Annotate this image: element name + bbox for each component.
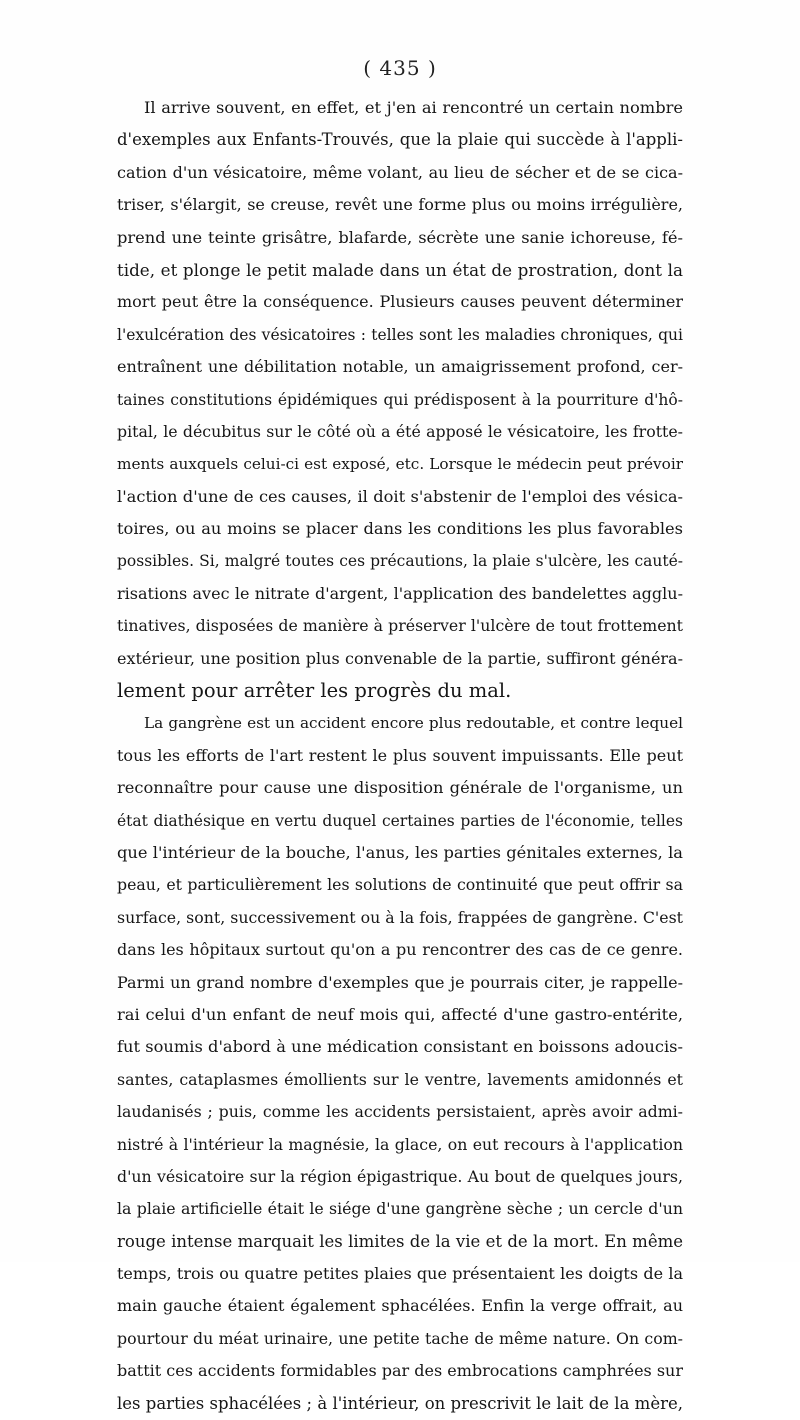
text-line: triser, s'élargit, se creuse, revêt une forme plus ou moins irrégulière, bbox=[117, 195, 683, 215]
text-line: entraînent une débilitation notable, un amaigrissement profond, cer- bbox=[117, 357, 683, 377]
text-line: battit ces accidents formidables par des embrocations camphrées sur bbox=[117, 1361, 683, 1381]
text-line: toires, ou au moins se placer dans les conditions les plus favorables bbox=[117, 519, 683, 539]
text-line: que l'intérieur de la bouche, l'anus, les parties génitales externes, la bbox=[117, 842, 683, 862]
text-line: l'exulcération des vésicatoires : telles sont les maladies chroniques, qui bbox=[117, 325, 683, 344]
text-line: laudanisés ; puis, comme les accidents persistaient, après avoir admi- bbox=[117, 1102, 683, 1122]
text-line: lement pour arrêter les progrès du mal. bbox=[117, 679, 512, 703]
text-line: d'un vésicatoire sur la région épigastrique. Au bout de quelques jours, bbox=[117, 1166, 683, 1186]
text-line: main gauche étaient également sphacélées. Enfin la verge offrait, au bbox=[117, 1296, 683, 1316]
text-line: les parties sphacélées ; à l'intérieur, on prescrivit le lait de la mère, bbox=[117, 1393, 683, 1413]
text-line: tinatives, disposées de manière à préserver l'ulcère de tout frottement bbox=[117, 616, 683, 636]
text-line: La gangrène est un accident encore plus redoutable, et contre lequel bbox=[144, 714, 683, 733]
text-line: prend une teinte grisâtre, blafarde, sécrète une sanie ichoreuse, fé- bbox=[117, 227, 683, 247]
text-line: ments auxquels celui-ci est exposé, etc. Lorsque le médecin peut prévoir bbox=[117, 455, 683, 474]
page-number: ( 435 ) bbox=[363, 56, 437, 80]
text-line: mort peut être la conséquence. Plusieurs causes peuvent déterminer bbox=[117, 292, 683, 312]
text-line: rai celui d'un enfant de neuf mois qui, affecté d'une gastro-entérite, bbox=[117, 1004, 683, 1024]
text-line: l'action d'une de ces causes, il doit s'abstenir de l'emploi des vésica- bbox=[117, 486, 683, 506]
text-line: risations avec le nitrate d'argent, l'application des bandelettes agglu- bbox=[117, 583, 683, 603]
text-line: pital, le décubitus sur le côté où a été apposé le vésicatoire, les frotte- bbox=[117, 421, 683, 441]
text-line: possibles. Si, malgré toutes ces précautions, la plaie s'ulcère, les cauté- bbox=[117, 552, 683, 571]
text-line: taines constitutions épidémiques qui prédisposent à la pourriture d'hô- bbox=[117, 390, 683, 409]
text-line: temps, trois ou quatre petites plaies que présentaient les doigts de la bbox=[117, 1264, 683, 1284]
text-line: dans les hôpitaux surtout qu'on a pu rencontrer des cas de ce genre. bbox=[117, 940, 683, 960]
text-line: surface, sont, successivement ou à la fois, frappées de gangrène. C'est bbox=[117, 907, 683, 927]
text-line: rouge intense marquait les limites de la vie et de la mort. En même bbox=[117, 1231, 683, 1251]
text-line: la plaie artificielle était le siége d'une gangrène sèche ; un cercle d'un bbox=[117, 1199, 683, 1219]
text-line: cation d'un vésicatoire, même volant, au lieu de sécher et de se cica- bbox=[117, 162, 683, 182]
text-line: santes, cataplasmes émollients sur le ventre, lavements amidonnés et bbox=[117, 1069, 683, 1089]
text-line: état diathésique en vertu duquel certaines parties de l'économie, telles bbox=[117, 811, 683, 830]
text-line: fut soumis d'abord à une médication consistant en boissons adoucis- bbox=[117, 1037, 683, 1057]
text-line: peau, et particulièrement les solutions de continuité que peut offrir sa bbox=[117, 875, 683, 895]
text-line: tide, et plonge le petit malade dans un état de prostration, dont la bbox=[117, 259, 683, 280]
text-line: extérieur, une position plus convenable de la partie, suffiront généra- bbox=[117, 648, 683, 668]
text-line: pourtour du méat urinaire, une petite tache de même nature. On com- bbox=[117, 1328, 683, 1348]
text-line: d'exemples aux Enfants-Trouvés, que la plaie qui succède à l'appli- bbox=[117, 130, 683, 150]
text-line: nistré à l'intérieur la magnésie, la glace, on eut recours à l'application bbox=[117, 1134, 683, 1154]
text-line: tous les efforts de l'art restent le plus souvent impuissants. Elle peut bbox=[117, 745, 683, 765]
text-line: reconnaître pour cause une disposition générale de l'organisme, un bbox=[117, 778, 683, 798]
body-text bbox=[117, 92, 683, 1420]
text-line: Il arrive souvent, en effet, et j'en ai rencontré un certain nombre bbox=[144, 98, 683, 117]
text-line: Parmi un grand nombre d'exemples que je pourrais citer, je rappelle- bbox=[117, 972, 683, 992]
